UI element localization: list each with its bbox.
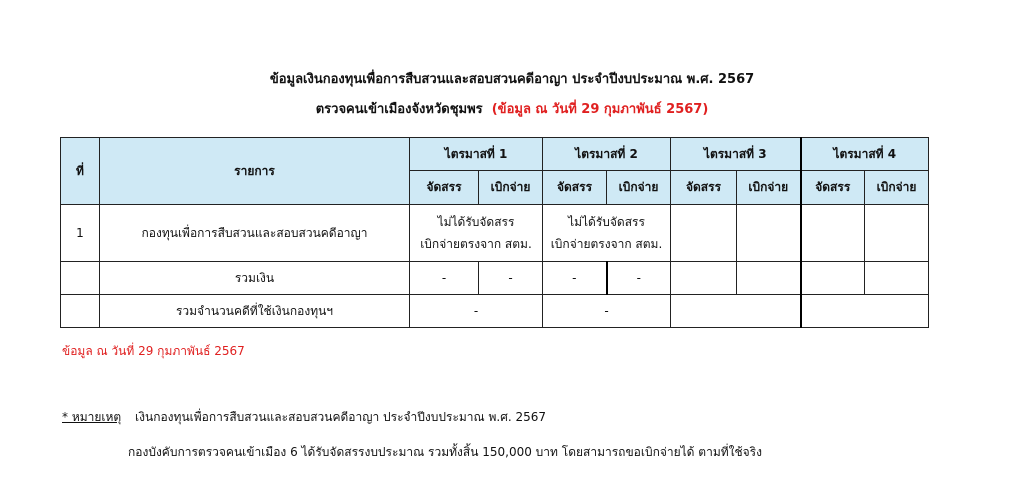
q4-disbursed-cell	[865, 205, 929, 262]
total-label: รวมเงิน	[100, 262, 410, 295]
total-no-cell	[61, 262, 100, 295]
remark	[62, 408, 546, 427]
cases-q4	[801, 295, 929, 328]
q1-allocated-header: จัดสรร	[410, 171, 479, 205]
header-quarter-4: ไตรมาสที่ 4	[801, 138, 929, 171]
q2-status-line2: เบิกจ่ายตรงจาก สตม.	[550, 237, 663, 251]
q3-allocated-header: จัดสรร	[671, 171, 737, 205]
header-item: รายการ	[100, 138, 410, 205]
data-as-of-note: ข้อมูล ณ วันที่ 29 กุมภาพันธ์ 2567	[62, 344, 245, 358]
total-q4-disbursed	[865, 262, 929, 295]
q4-allocated-header: จัดสรร	[801, 171, 865, 205]
q1-disbursed-header: เบิกจ่าย	[479, 171, 543, 205]
header-quarter-1: ไตรมาสที่ 1	[410, 138, 543, 171]
row-item: กองทุนเพื่อการสืบสวนและสอบสวนคดีอาญา	[100, 205, 410, 262]
cases-no-cell	[61, 295, 100, 328]
fund-table	[60, 137, 929, 328]
q3-disbursed-header: เบิกจ่าย	[737, 171, 801, 205]
q1-status-cell	[410, 205, 543, 262]
header-quarter-2: ไตรมาสที่ 2	[543, 138, 671, 171]
q1-status-line1: ไม่ได้รับจัดสรร	[437, 215, 515, 229]
cases-q2: -	[543, 295, 671, 328]
row-number: 1	[61, 205, 100, 262]
total-q2-allocated: -	[543, 262, 607, 295]
cases-q3	[671, 295, 801, 328]
remark-label: * หมายเหตุ	[62, 410, 122, 424]
cases-row	[61, 295, 929, 328]
header-quarter-3: ไตรมาสที่ 3	[671, 138, 801, 171]
remark-detail: กองบังคับการตรวจคนเข้าเมือง 6 ได้รับจัดสรรงบประมาณ รวมทั้งสิ้น 150,000 บาท โดยสามารถขอเบิกจ่ายได้ ตามที่ใช้จริง	[128, 445, 762, 459]
q4-disbursed-header: เบิกจ่าย	[865, 171, 929, 205]
cases-label: รวมจำนวนคดีที่ใช้เงินกองทุนฯ	[100, 295, 410, 328]
data-date-label: (ข้อมูล ณ วันที่ 29 กุมภาพันธ์ 2567)	[491, 102, 709, 117]
q3-allocated-cell	[671, 205, 737, 262]
total-q1-allocated: -	[410, 262, 479, 295]
header-no: ที่	[61, 138, 100, 205]
office-name: ตรวจคนเข้าเมืองจังหวัดชุมพร	[315, 102, 483, 117]
q2-status-line1: ไม่ได้รับจัดสรร	[568, 215, 645, 229]
total-q2-disbursed: -	[607, 262, 671, 295]
total-q1-disbursed: -	[479, 262, 543, 295]
table-header-row	[61, 138, 929, 171]
q2-disbursed-header: เบิกจ่าย	[607, 171, 671, 205]
document-title: ข้อมูลเงินกองทุนเพื่อการสืบสวนและสอบสวนคดีอาญา ประจำปีงบประมาณ พ.ศ. 2567	[269, 72, 755, 87]
q1-status-line2: เบิกจ่ายตรงจาก สตม.	[420, 237, 532, 251]
document-subtitle	[0, 98, 1024, 119]
remark-text: เงินกองทุนเพื่อการสืบสวนและสอบสวนคดีอาญา ประจำปีงบประมาณ พ.ศ. 2567	[135, 410, 547, 424]
table-row	[61, 205, 929, 262]
total-row	[61, 262, 929, 295]
q2-status-cell	[543, 205, 671, 262]
q2-allocated-header: จัดสรร	[543, 171, 607, 205]
total-q3-allocated	[671, 262, 737, 295]
total-q3-disbursed	[737, 262, 801, 295]
cases-q1: -	[410, 295, 543, 328]
q3-disbursed-cell	[737, 205, 801, 262]
total-q4-allocated	[801, 262, 865, 295]
q4-allocated-cell	[801, 205, 865, 262]
